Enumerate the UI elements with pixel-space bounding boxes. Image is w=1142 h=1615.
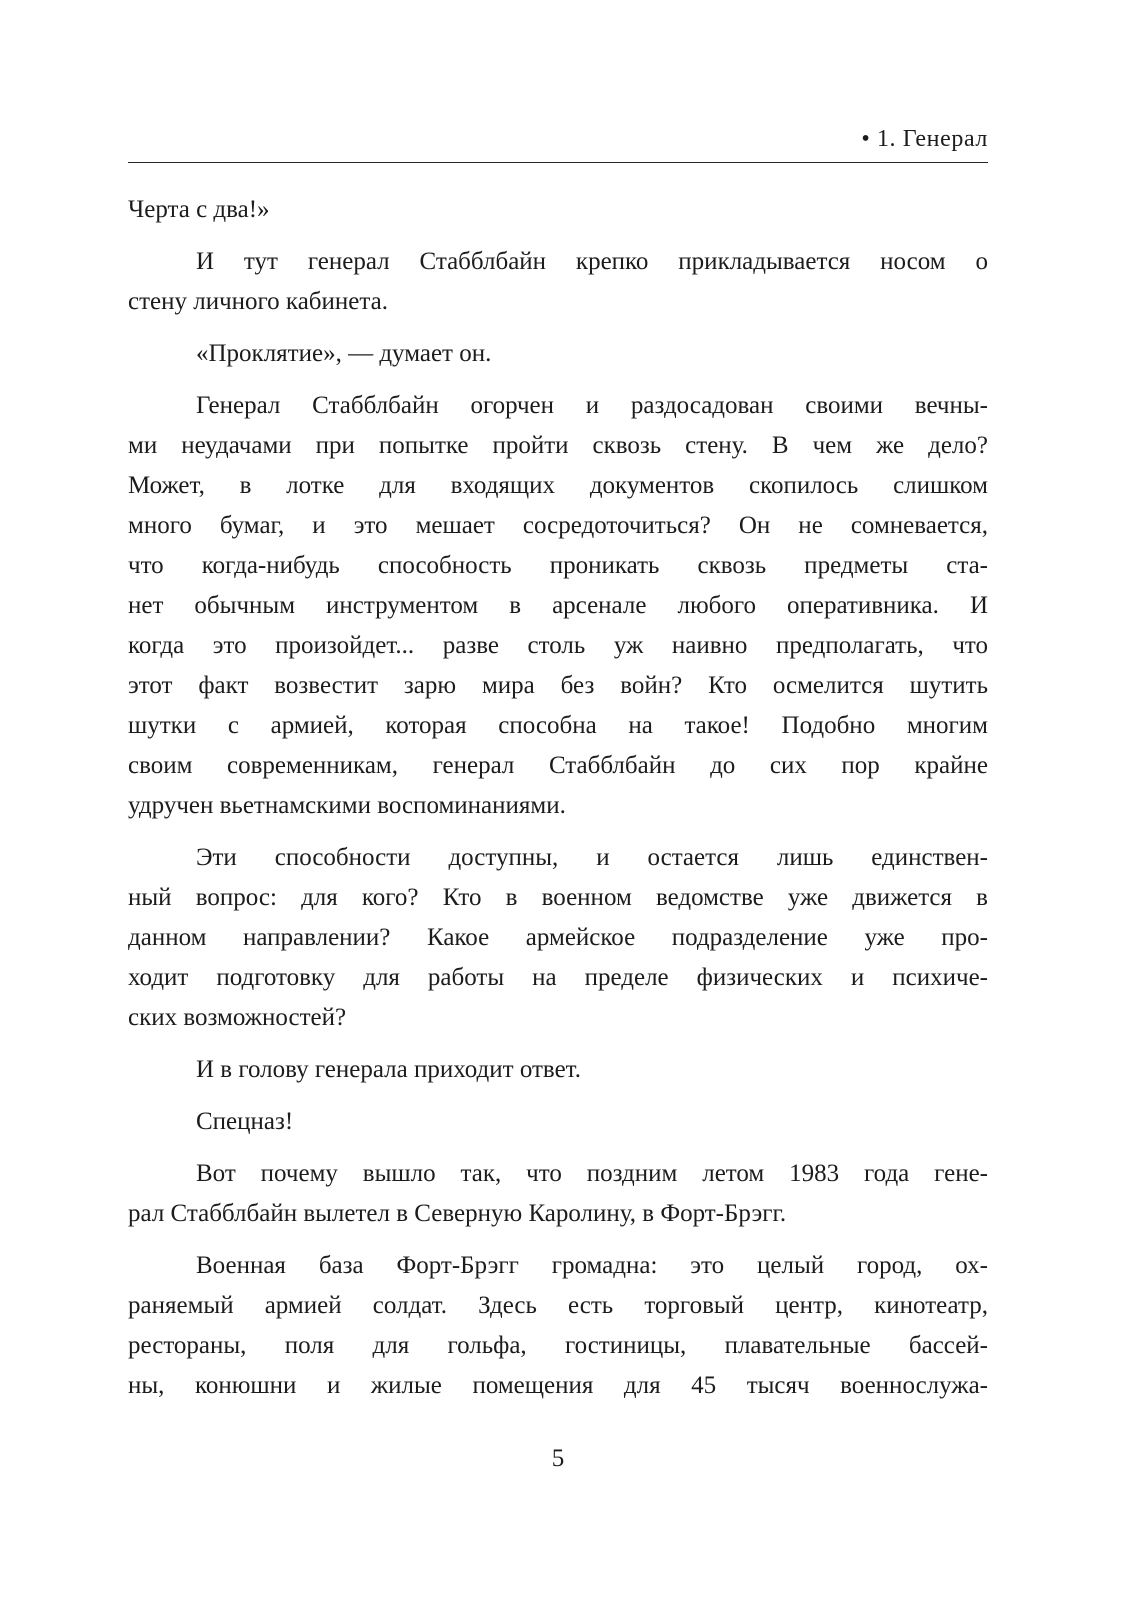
text-line: рал Стабблбайн вылетел в Северную Каролину, в Форт-Брэгг. [128, 1200, 787, 1227]
text-line: стену личного кабинета. [128, 288, 388, 315]
body-text [128, 190, 988, 1406]
paragraph [128, 386, 988, 826]
text-line: ный вопрос: для кого? Кто в военном ведомстве уже движется в [128, 884, 988, 911]
text-line: Спецназ! [196, 1108, 294, 1135]
text-line: шутки с армией, которая способна на такое! Подобно многим [128, 712, 988, 739]
text-line: удручен вьетнамскими воспоминаниями. [128, 792, 566, 819]
text-line: своим современникам, генерал Стабблбайн до сих пор крайне [128, 752, 988, 779]
text-line: И в голову генерала приходит ответ. [196, 1056, 581, 1083]
text-line: Эти способности доступны, и остается лишь единствен- [196, 844, 988, 871]
paragraph [128, 1246, 988, 1406]
text-line: что когда-нибудь способность проникать сквозь предметы ста- [128, 552, 988, 579]
text-line: рестораны, поля для гольфа, гостиницы, плавательные бассей- [128, 1332, 988, 1359]
text-line: Черта с два!» [128, 196, 270, 223]
text-line: ских возможностей? [128, 1004, 347, 1031]
text-line: данном направлении? Какое армейское подразделение уже про- [128, 924, 988, 951]
paragraph [128, 242, 988, 322]
paragraph [128, 1154, 988, 1234]
paragraph [128, 838, 988, 1038]
text-line: Военная база Форт-Брэгг громадна: это целый город, ох- [196, 1252, 988, 1279]
text-line: Может, в лотке для входящих документов скопилось слишком [128, 472, 988, 499]
paragraph [128, 1102, 988, 1142]
paragraph [128, 190, 988, 230]
text-line: ми неудачами при попытке пройти сквозь стену. В чем же дело? [128, 432, 988, 459]
paragraph [128, 334, 988, 374]
text-line: раняемый армией солдат. Здесь есть торговый центр, кинотеатр, [128, 1292, 988, 1319]
text-line: ходит подготовку для работы на пределе физических и психиче- [128, 964, 988, 991]
chapter-running-header: • 1. Генерал [128, 124, 988, 163]
text-column [128, 0, 988, 1418]
text-line: этот факт возвестит зарю мира без войн? Кто осмелится шутить [128, 672, 988, 699]
text-line: нет обычным инструментом в арсенале любого оперативника. И [128, 592, 988, 619]
text-line: «Проклятие», — думает он. [196, 340, 492, 367]
text-line: ны, конюшни и жилые помещения для 45 тысяч военнослужа- [128, 1372, 988, 1399]
text-line: И тут генерал Стабблбайн крепко прикладывается носом о [196, 248, 988, 275]
text-line: Генерал Стабблбайн огорчен и раздосадован своими вечны- [196, 392, 988, 419]
text-line: Вот почему вышло так, что поздним летом 1983 года гене- [196, 1160, 988, 1187]
text-line: когда это произойдет... разве столь уж наивно предполагать, что [128, 632, 988, 659]
text-line: много бумаг, и это мешает сосредоточиться? Он не сомневается, [128, 512, 988, 539]
paragraph [128, 1050, 988, 1090]
page-number: 5 [551, 1445, 565, 1472]
